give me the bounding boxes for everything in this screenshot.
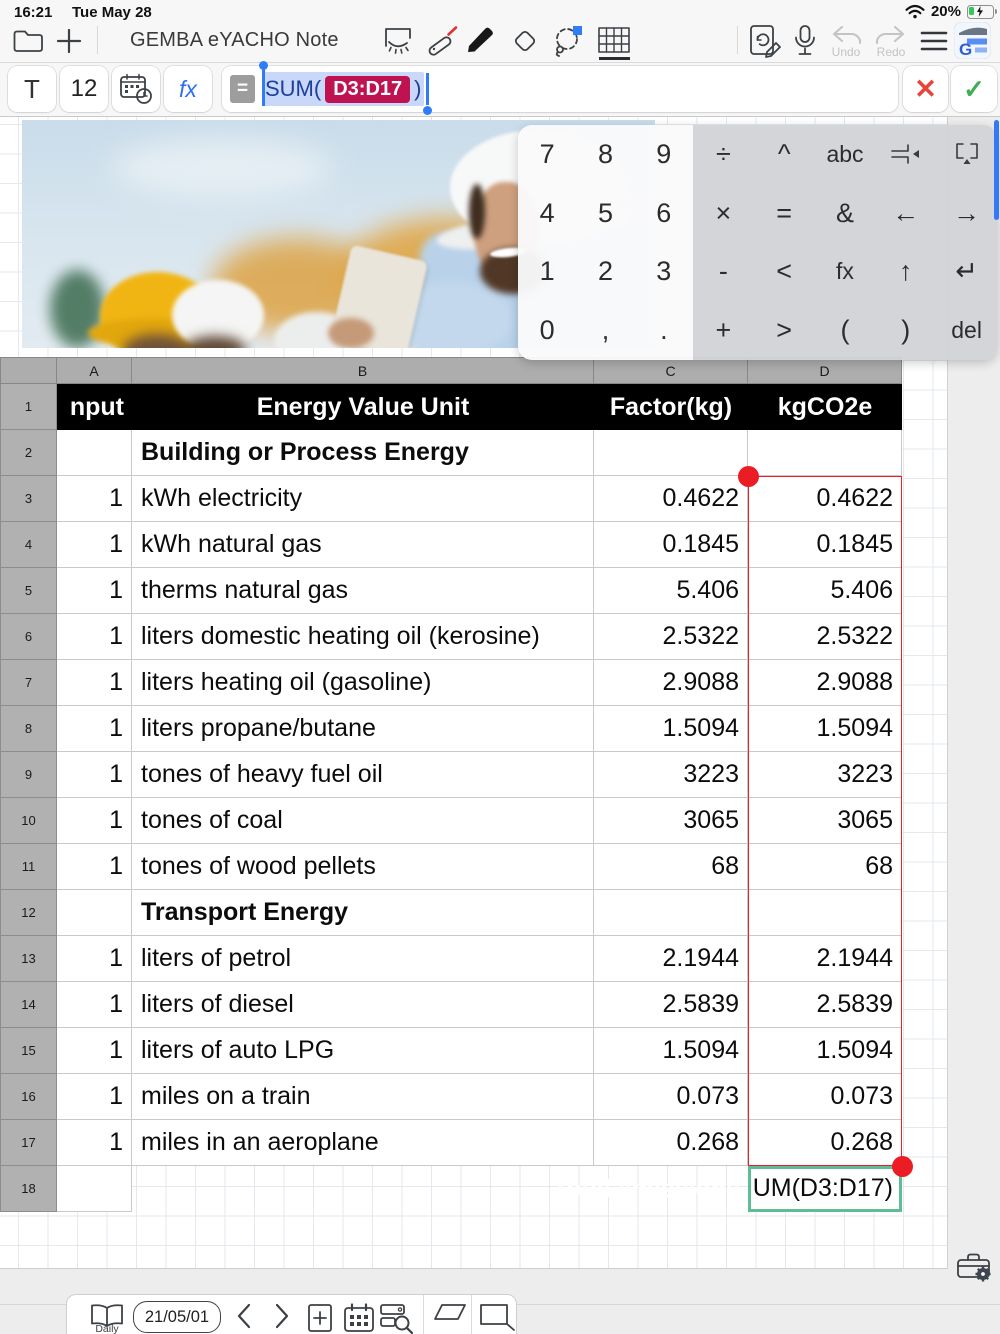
cell-C4[interactable]: 0.1845 [594,522,748,568]
cell-D8[interactable]: 1.5094 [748,706,902,752]
cell-B7[interactable]: liters heating oil (gasoline) [132,660,594,706]
next-page-button[interactable] [273,1303,291,1329]
selection-range-border [748,476,902,1166]
column-header-D[interactable]: D [748,357,902,384]
calendar-clock-icon [118,72,154,106]
key-4[interactable]: 4 [539,197,555,228]
key-=[interactable]: = [776,197,793,228]
cell-A13[interactable]: 1 [57,936,132,982]
cell-B6[interactable]: liters domestic heating oil (kerosine) [132,614,594,660]
pen-tool-icon[interactable] [425,24,459,58]
cell-C11[interactable]: 68 [594,844,748,890]
cell-D15[interactable]: 1.5094 [748,1028,902,1074]
column-header-corner[interactable] [0,357,57,384]
add-note-button[interactable] [55,24,83,58]
row-header-15[interactable]: 15 [0,1028,57,1074]
key-+[interactable]: + [715,315,732,346]
cell-total-label[interactable]: Total emissions [552,1174,740,1203]
cell-B2[interactable]: Building or Process Energy [132,430,594,476]
equals-chip: = [230,75,255,103]
key-abc[interactable]: abc [826,140,864,167]
date-stamp-button[interactable] [112,66,160,112]
row-header-1[interactable]: 1 [0,384,57,430]
cell-C8[interactable]: 1.5094 [594,706,748,752]
keyboard-dock-icon[interactable] [936,125,997,184]
battery-percent: 20% [930,3,961,20]
wifi-icon [905,4,925,19]
cell-D10[interactable]: 3065 [748,798,902,844]
keyboard-split-icon[interactable] [875,125,936,184]
formula-input[interactable] [222,66,898,112]
column-header-C[interactable]: C [594,357,748,384]
key-↵[interactable]: ↵ [955,256,978,287]
key-0[interactable]: 0 [539,315,555,346]
redo-label: Redo [876,45,906,59]
status-right [905,3,994,20]
cell-C6[interactable]: 2.5322 [594,614,748,660]
key-↑[interactable]: ↑ [899,256,913,287]
key-fx[interactable]: fx [836,258,854,285]
note-canvas [0,116,1000,1334]
keypad-numbers [518,125,693,360]
toolbar-divider [471,1295,472,1334]
font-size-button[interactable]: 12 [60,66,108,112]
toolbox-settings-button[interactable] [956,1250,994,1284]
row-header-6[interactable]: 6 [0,614,57,660]
battery-icon [967,5,994,19]
status-date: Tue May 28 [72,4,152,21]
key-([interactable]: ( [840,315,850,346]
cell-B16[interactable]: miles on a train [132,1074,594,1120]
column-header-A[interactable]: A [57,357,132,384]
row-header-4[interactable]: 4 [0,522,57,568]
key-6[interactable]: 6 [656,197,672,228]
cell-A4[interactable]: 1 [57,522,132,568]
prev-page-button[interactable] [235,1303,253,1329]
tag-search-icon[interactable] [379,1303,413,1334]
cell-B5[interactable]: therms natural gas [132,568,594,614]
key-.[interactable]: . [660,315,668,346]
cell-C14[interactable]: 2.5839 [594,982,748,1028]
key-7[interactable]: 7 [539,138,555,169]
key-2[interactable]: 2 [597,256,613,287]
page-date-button[interactable]: 21/05/01 [133,1301,221,1333]
marker-tool-icon[interactable] [463,24,497,58]
formula-close-paren: ) [414,76,422,101]
cell-B11[interactable]: tones of wood pellets [132,844,594,890]
formula-function: SUM( [265,76,322,101]
cell-D11[interactable]: 68 [748,844,902,890]
key-→[interactable]: → [953,197,981,228]
key-<[interactable]: < [776,256,793,287]
redo-icon [875,25,907,45]
handwriting-visibility-icon[interactable] [382,24,416,58]
cell-A15[interactable]: 1 [57,1028,132,1074]
cell-D1[interactable]: kgCO2e [777,392,873,421]
cell-A1[interactable]: nput [69,392,124,421]
toolbar-divider [97,26,98,54]
column-header-B[interactable]: B [132,357,594,384]
undo-label: Undo [831,45,861,59]
cell-D7[interactable]: 2.9088 [748,660,902,706]
cell-D18[interactable]: UM(D3:D17) [748,1166,902,1212]
row-header-14[interactable]: 14 [0,982,57,1028]
cell-D16[interactable]: 0.073 [748,1074,902,1120]
cell-A12[interactable] [57,890,132,936]
row-header-16[interactable]: 16 [0,1074,57,1120]
keypad-operators [693,125,997,360]
toolbar-divider [737,26,738,54]
cell-B17[interactable]: miles in an aeroplane [132,1120,594,1166]
toolbar-divider [423,1295,424,1334]
cell-A9[interactable]: 1 [57,752,132,798]
calendar-icon[interactable] [343,1303,375,1333]
formula-selection [262,72,424,106]
cell-B1[interactable]: Energy Value Unit [256,392,470,421]
key-^[interactable]: ^ [777,138,791,169]
scrollbar[interactable] [994,120,999,220]
cell-D6[interactable]: 2.5322 [748,614,902,660]
cell-A7[interactable]: 1 [57,660,132,706]
format-bar [0,63,1000,117]
cancel-edit-button[interactable]: ✕ [903,66,948,112]
selection-handle-bottom-right[interactable] [892,1156,913,1177]
formula-range[interactable]: D3:D17 [325,76,410,103]
lasso-tool-icon[interactable] [551,24,587,58]
row-header-13[interactable]: 13 [0,936,57,982]
row-header-11[interactable]: 11 [0,844,57,890]
cell-B10[interactable]: tones of coal [132,798,594,844]
row-header-7[interactable]: 7 [0,660,57,706]
active-cell-border [748,1166,902,1212]
cell-B14[interactable]: liters of diesel [132,982,594,1028]
cell-C7[interactable]: 2.9088 [594,660,748,706]
bottom-toolbar [66,1294,517,1334]
parallelogram-shape-icon[interactable] [433,1303,467,1321]
cell-A14[interactable]: 1 [57,982,132,1028]
key-←[interactable]: ← [892,197,920,228]
row-header-2[interactable]: 2 [0,430,57,476]
cell-C10[interactable]: 3065 [594,798,748,844]
cell-B9[interactable]: tones of heavy fuel oil [132,752,594,798]
cell-B3[interactable]: kWh electricity [132,476,594,522]
key-8[interactable]: 8 [597,138,613,169]
cell-B4[interactable]: kWh natural gas [132,522,594,568]
key-del[interactable]: del [951,317,982,344]
formula-keypad [518,125,997,360]
note-title[interactable]: GEMBA eYACHO Note [130,29,339,51]
cell-D9[interactable]: 3223 [748,752,902,798]
top-toolbar [0,0,1000,63]
row-header-5[interactable]: 5 [0,568,57,614]
cell-C1[interactable]: Factor(kg) [609,392,733,421]
confirm-edit-button[interactable]: ✓ [951,66,997,112]
cell-A3[interactable]: 1 [57,476,132,522]
formula-button[interactable]: fx [164,66,212,112]
cell-B13[interactable]: liters of petrol [132,936,594,982]
key-,[interactable]: , [601,315,610,346]
selection-handle-end[interactable] [423,106,432,115]
selection-handle-top-left[interactable] [738,466,759,487]
eraser-tool-icon[interactable] [509,24,541,58]
cell-A8[interactable]: 1 [57,706,132,752]
undo-icon [830,25,862,45]
text-cursor [426,73,429,105]
key-×[interactable]: × [715,197,732,228]
microphone-icon[interactable] [793,24,817,58]
cell-A11[interactable]: 1 [57,844,132,890]
cell-A17[interactable]: 1 [57,1120,132,1166]
key-&[interactable]: & [835,197,854,228]
row-header-3[interactable]: 3 [0,476,57,522]
svg-text:G: G [959,39,973,59]
rectangle-shape-icon[interactable] [479,1303,515,1331]
key-÷[interactable]: ÷ [715,138,731,169]
spreadsheet [0,357,903,1213]
cell-C2[interactable] [594,430,748,476]
cell-D2[interactable] [748,430,902,476]
status-time: 16:21 [14,4,53,21]
app-logo[interactable] [954,23,991,57]
row-header-9[interactable]: 9 [0,752,57,798]
folder-button[interactable] [12,24,44,58]
row-header-17[interactable]: 17 [0,1120,57,1166]
cell-B8[interactable]: liters propane/butane [132,706,594,752]
cell-D4[interactable]: 0.1845 [748,522,902,568]
cell-D5[interactable]: 5.406 [748,568,902,614]
cell-A18[interactable] [57,1166,132,1212]
key-3[interactable]: 3 [656,256,672,287]
row-header-8[interactable]: 8 [0,706,57,752]
cell-A10[interactable]: 1 [57,798,132,844]
row-header-12[interactable]: 12 [0,890,57,936]
menu-icon[interactable] [920,24,948,58]
cell-C17[interactable]: 0.268 [594,1120,748,1166]
cell-C5[interactable]: 5.406 [594,568,748,614]
cell-C12[interactable] [594,890,748,936]
key-5[interactable]: 5 [597,197,613,228]
undo-button[interactable] [824,25,868,59]
cell-C13[interactable]: 2.1944 [594,936,748,982]
cell-A6[interactable]: 1 [57,614,132,660]
cell-D14[interactable]: 2.5839 [748,982,902,1028]
cell-D13[interactable]: 2.1944 [748,936,902,982]
cell-C9[interactable]: 3223 [594,752,748,798]
notebook-label: Daily [95,1323,119,1334]
cell-D17[interactable]: 0.268 [748,1120,902,1166]
row-header-18[interactable]: 18 [0,1166,57,1212]
key->[interactable]: > [776,315,793,346]
key--[interactable]: - [718,256,728,287]
redo-button[interactable] [869,25,913,59]
key-)[interactable]: ) [901,315,911,346]
add-page-icon[interactable] [307,1303,333,1333]
cell-D3[interactable]: 0.4622 [748,476,902,522]
cell-A5[interactable]: 1 [57,568,132,614]
key-1[interactable]: 1 [539,256,555,287]
row-header-10[interactable]: 10 [0,798,57,844]
cell-C15[interactable]: 1.5094 [594,1028,748,1074]
cell-C3[interactable]: 0.4622 [594,476,748,522]
cell-B15[interactable]: liters of auto LPG [132,1028,594,1074]
cell-A2[interactable] [57,430,132,476]
table-tool-active-indicator [599,57,630,60]
cell-B12[interactable]: Transport Energy [132,890,594,936]
document-convert-icon[interactable] [748,24,784,58]
table-tool-icon[interactable] [597,24,631,58]
cell-C16[interactable]: 0.073 [594,1074,748,1120]
text-style-button[interactable]: T [8,66,56,112]
cell-A16[interactable]: 1 [57,1074,132,1120]
key-9[interactable]: 9 [656,138,672,169]
